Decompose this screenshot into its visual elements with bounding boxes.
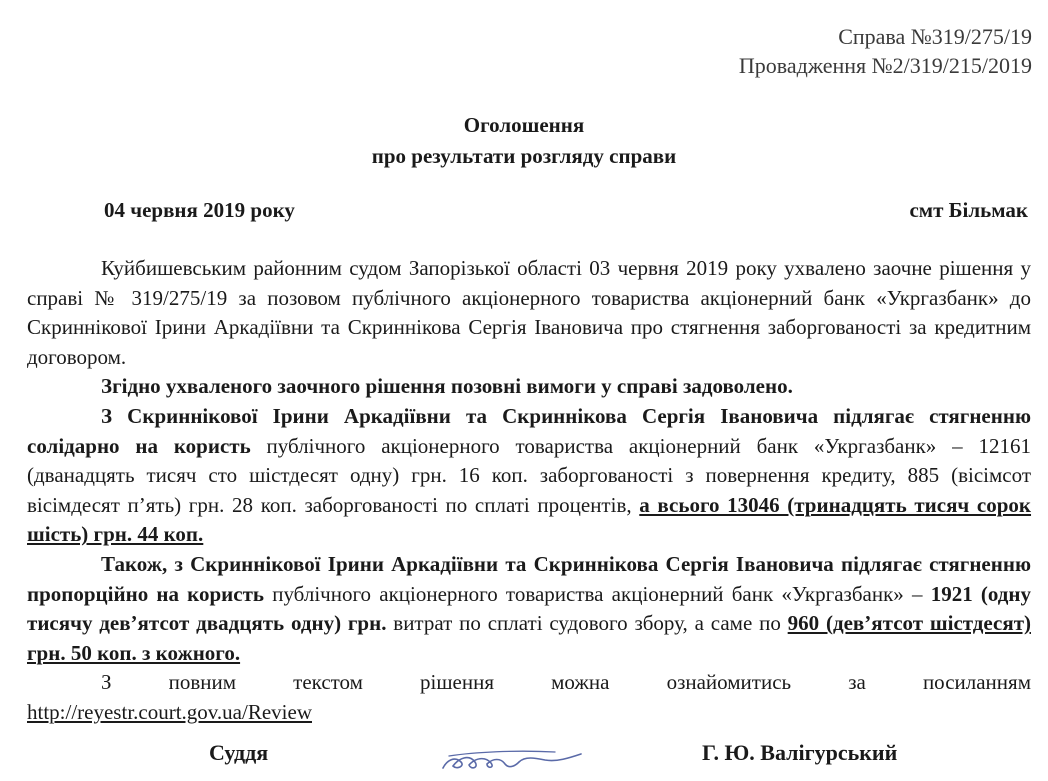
announcement-title: Оголошення [463, 113, 585, 137]
paragraph-joint-recovery [27, 402, 1031, 550]
signature-image [435, 738, 585, 778]
announcement-date: 04 червня 2019 року [104, 198, 295, 222]
paragraph-full-text: З повним текстом рішення можна ознайомитись за посиланням [101, 670, 1031, 695]
paragraph-court-fee [27, 550, 1031, 668]
case-number: Справа №319/275/19 [838, 24, 1032, 49]
court-fee-lead: Також, з Скриннікової Ірини Аркадіївни та Скриннікова Сергія Івановича підлягає стягненню пропорційно на користь [27, 551, 1031, 606]
court-fee-each: 960 (дев’ятсот шістдесят) грн. 50 коп. з кожного. [27, 611, 1031, 665]
court-fee-text: публічного акціонерного товариства акціонерний банк «Укргазбанк» – [264, 581, 923, 606]
announcement-place: смт Більмак [909, 198, 1028, 222]
judge-label: Суддя [209, 740, 269, 765]
paragraph-claims-satisfied: Згідно ухваленого заочного рішення позовні вимоги у справі задоволено. [101, 374, 793, 399]
case-reference [739, 22, 1032, 80]
announcement-subtitle: про результати розгляду справи [371, 144, 677, 168]
judge-name: Г. Ю. Валігурський [702, 740, 898, 765]
joint-recovery-lead: З Скриннікової Ірини Аркадіївни та Скриннікова Сергія Івановича підлягає стягненню солідарно на користь [27, 403, 1031, 458]
announcement-body [27, 254, 1031, 728]
proceeding-number: Провадження №2/319/215/2019 [738, 53, 1032, 78]
court-fee-text-2: витрат по сплаті судового збору, а саме по [386, 611, 781, 636]
paragraph-decision: Куйбишевським районним судом Запорізької області 03 червня 2019 року ухвалено заочне рішення у справі № 319/275/19 за позовом публічного акціонерного товариства акціонерний банк «Укргазбанк» до Скриннікової Ірини Аркадіївни та Скриннікова Сергія Івановича про стягнення заборгованості за кредитним договором. [27, 256, 1031, 369]
registry-link[interactable]: http://reyestr.court.gov.ua/Review [27, 699, 312, 724]
dateline [104, 195, 1028, 225]
joint-recovery-text: публічного акціонерного товариства акціонерний банк «Укргазбанк» – 12161 (дванадцять тисяч сто шістдесят одну) грн. 16 коп. заборгованості з повернення кредиту, 885 (вісімсот вісімдесят п’ять) грн. 28 коп. заборгованості по сплаті процентів, [27, 433, 1031, 517]
court-fee-amount: 1921 (одну тисячу дев’ятсот двадцять одну) грн. [27, 581, 1031, 636]
joint-recovery-total: а всього 13046 (тринадцять тисяч сорок шість) грн. 44 коп. [27, 492, 1032, 547]
